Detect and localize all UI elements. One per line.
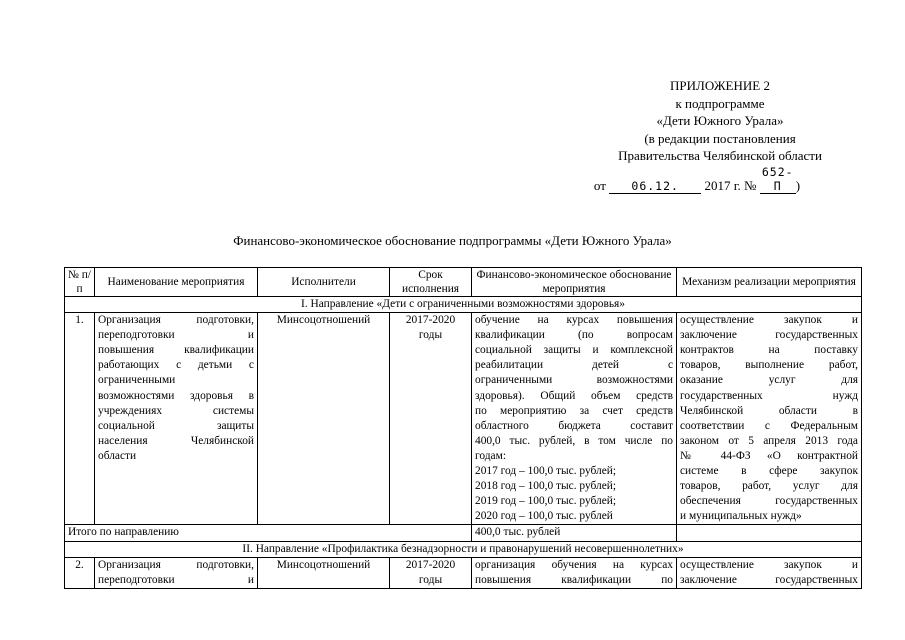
section-title: I. Направление «Дети с ограниченными возможностями здоровья» <box>65 297 862 313</box>
row-number: 2. <box>65 557 95 588</box>
row-mechanism: осуществление закупок и заключение государственных контрактов на поставку товаров, выполнение работ, оказание услуг для государственных нужд Челябинской области в соответствии с Федеральным законом от 5 апреля 2013 года № 44-ФЗ «О контрактной системе в сфере закупок товаров, работ, услуг для обеспечения государственных и муниципальных нужд» <box>677 313 862 525</box>
col-header-number: № п/п <box>65 268 95 297</box>
col-header-name: Наименование мероприятия <box>95 268 258 297</box>
document-title: Финансово-экономическое обоснование подпрограммы «Дети Южного Урала» <box>233 233 672 248</box>
col-header-justification: Финансово-экономическое обоснование мероприятия <box>472 268 677 297</box>
row-term: 2017-2020 годы <box>390 557 472 588</box>
row-justification: организация обучения на курсах повышения квалификации по <box>472 557 677 588</box>
appendix-header <box>560 77 880 195</box>
appendix-line: (в редакции постановления <box>644 130 796 146</box>
date-prefix: от <box>593 177 606 193</box>
table-row <box>65 313 862 525</box>
row-name: Организация подготовки, переподготовки и повышения квалификации работающих с детьми с ограниченными возможностями здоровья в учреждениях системы социальной защиты населения Челябинской области <box>95 313 258 525</box>
closing-paren: ) <box>795 177 801 193</box>
row-executor: Минсоцотношений <box>258 557 390 588</box>
date-value: 06.12. <box>631 178 679 193</box>
total-value: 400,0 тыс. рублей <box>472 525 677 541</box>
col-header-term: Срок исполнения <box>390 268 472 297</box>
appendix-line: Правительства Челябинской области <box>618 148 822 164</box>
justification-table <box>64 267 862 589</box>
appendix-line: к подпрограмме <box>675 95 765 111</box>
row-executor: Минсоцотношений <box>258 313 390 525</box>
row-number: 1. <box>65 313 95 525</box>
section-row <box>65 541 862 557</box>
row-term: 2017-2020 годы <box>390 313 472 525</box>
appendix-line: «Дети Южного Урала» <box>656 113 784 129</box>
total-label: Итого по направлению <box>65 525 472 541</box>
total-row <box>65 525 862 541</box>
table-header-row <box>65 268 862 297</box>
number-value: 652-П <box>761 164 794 193</box>
date-field <box>609 179 701 194</box>
table-row <box>65 557 862 588</box>
section-title: II. Направление «Профилактика безнадзорности и правонарушений несовершеннолетних» <box>65 541 862 557</box>
total-empty <box>677 525 862 541</box>
number-field <box>760 165 796 194</box>
appendix-date-line <box>537 165 857 195</box>
section-row <box>65 297 862 313</box>
col-header-executors: Исполнители <box>258 268 390 297</box>
col-header-mechanism: Механизм реализации мероприятия <box>677 268 862 297</box>
row-name: Организация подготовки, переподготовки и <box>95 557 258 588</box>
row-justification: обучение на курсах повышения квалификации (по вопросам социальной защиты и комплексной реабилитации детей с ограниченными возможностями здоровья). Общий объем средств по мероприятию за счет средств областного бюджета составит 400,0 тыс. рублей, в том числе по годам: 2017 год – 100,0 тыс. рублей; 2018 год – 100,0 тыс. рублей; 2019 год – 100,0 тыс. рублей; 2020 год – 100,0 тыс. рублей <box>472 313 677 525</box>
row-mechanism: осуществление закупок и заключение государственных <box>677 557 862 588</box>
appendix-title: ПРИЛОЖЕНИЕ 2 <box>670 78 770 93</box>
date-mid: 2017 г. № <box>704 177 757 193</box>
